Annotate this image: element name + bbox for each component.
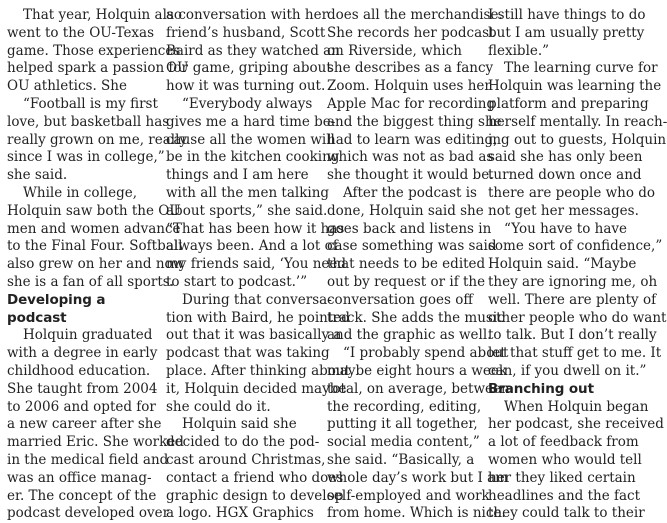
article-column-2 — [166, 7, 351, 523]
text-line: She taught from 2004 — [7, 380, 158, 397]
text-line: She records her podcast — [327, 24, 495, 41]
text-line: done, Holquin said she — [327, 202, 484, 219]
text-line: that needs to be edited — [327, 256, 486, 273]
heading-line: Developing a — [7, 291, 106, 308]
text-line: had to learn was editing, — [327, 131, 498, 148]
text-line: with all the men talking — [166, 184, 330, 201]
text-line: a logo. HGX Graphics — [166, 505, 314, 522]
text-line: ing out to guests, Holquin — [488, 131, 667, 148]
text-line: from home. Which is nice. — [327, 505, 506, 522]
paragraph — [327, 184, 505, 345]
text-line: also grew on her and now — [7, 256, 185, 273]
text-line: how it was turning out. — [166, 78, 326, 95]
article-column-4 — [488, 7, 667, 523]
text-line: social media content,” — [327, 434, 480, 451]
text-line: track. She adds the music — [327, 309, 505, 326]
text-line: to the Final Four. Softball — [7, 238, 183, 255]
section-heading — [488, 381, 634, 399]
text-line: other people who do want — [488, 309, 667, 326]
text-line: said she has only been — [488, 149, 643, 166]
text-line: graphic design to develop — [166, 487, 344, 504]
text-line: with a degree in early — [7, 345, 158, 362]
paragraph — [488, 220, 667, 381]
text-line: not get her messages. — [488, 202, 639, 219]
text-line: went to the OU-Texas — [7, 24, 155, 41]
text-line: herself mentally. In reach- — [488, 113, 667, 130]
text-line: to 2006 and opted for — [7, 398, 156, 415]
text-line: decided to do the pod- — [166, 434, 320, 451]
text-line: I still have things to do — [488, 7, 646, 23]
text-line: my friends said, ‘You need — [166, 256, 347, 273]
paragraph — [7, 7, 189, 96]
text-line: Holquin said. “Maybe — [488, 256, 637, 273]
text-line: “Football is my first — [23, 95, 158, 112]
text-line: there are people who do — [488, 184, 656, 201]
paragraph-continued — [327, 7, 503, 185]
text-line: well. There are plenty of — [488, 291, 657, 308]
text-line: whole day’s work but I am — [327, 469, 508, 486]
text-line: helped spark a passion for — [7, 60, 189, 77]
text-line: Zoom. Holquin uses her — [327, 78, 491, 95]
paragraph — [488, 398, 664, 523]
text-line: really grown on me, really — [7, 131, 188, 148]
text-line: she describes as a fancy — [327, 60, 494, 77]
text-line: platform and preparing — [488, 95, 649, 112]
text-line: OU game, griping about — [166, 60, 332, 77]
text-line: cause all the women will — [166, 131, 335, 148]
text-line: married Eric. She worked — [7, 434, 184, 451]
text-line: does all the merchandise. — [327, 7, 503, 23]
text-line: game. Those experiences — [7, 42, 181, 59]
paragraph — [327, 345, 510, 523]
text-line: cast around Christmas, — [166, 451, 326, 468]
paragraph — [166, 291, 351, 417]
paragraph-continued — [166, 7, 340, 96]
text-line: flexible.” — [488, 42, 550, 59]
text-line: putting it all together, — [327, 416, 478, 433]
text-line: contact a friend who does — [166, 469, 344, 486]
text-line: to talk. But I don’t really — [488, 327, 657, 344]
text-line: to start to podcast.’” — [166, 273, 308, 290]
text-line: “That has been how it has — [166, 220, 345, 237]
text-line: podcast developed over — [7, 505, 170, 522]
text-line: some sort of confidence,” — [488, 238, 663, 255]
section-heading — [7, 292, 159, 328]
heading-line: podcast — [7, 309, 67, 326]
text-line: self-employed and work — [327, 487, 490, 504]
text-line: she said. — [7, 167, 68, 184]
text-line: the recording, editing, — [327, 398, 482, 415]
text-line: conversation goes off — [327, 291, 473, 308]
text-line: OU athletics. She — [7, 78, 127, 95]
text-line: on Riverside, which — [327, 42, 462, 59]
text-line: women who would tell — [488, 451, 642, 468]
heading-line: Branching out — [488, 380, 594, 397]
text-line: Holquin graduated — [23, 327, 153, 344]
text-line: Holquin saw both the OU — [7, 202, 181, 219]
text-line: friend’s husband, Scott — [166, 24, 326, 41]
paragraph-continued — [488, 7, 646, 60]
text-line: When Holquin began — [504, 398, 649, 415]
text-line: a lot of feedback from — [488, 434, 639, 451]
text-line: they could talk to their — [488, 505, 645, 522]
text-line: “I probably spend about — [343, 345, 509, 362]
text-line: it, Holquin decided maybe — [166, 380, 347, 397]
text-line: tion with Baird, he pointed — [166, 309, 350, 326]
text-line: be in the kitchen cooking — [166, 149, 340, 166]
text-line: her they liked certain — [488, 469, 636, 486]
text-line: a new career after she — [7, 416, 162, 433]
text-line: total, on average, between — [327, 380, 510, 397]
text-line: a conversation with her — [166, 7, 329, 23]
paragraph — [488, 60, 667, 220]
paragraph — [7, 327, 184, 523]
text-line: things and I am here — [166, 167, 309, 184]
paragraph — [7, 95, 188, 185]
text-line: Holquin said she — [182, 416, 297, 433]
text-line: can, if you dwell on it.” — [488, 362, 647, 379]
text-line: childhood education. — [7, 362, 151, 379]
text-line: Holquin was learning the — [488, 78, 662, 95]
text-line: place. After thinking about — [166, 362, 351, 379]
text-line: While in college, — [23, 184, 138, 201]
text-line: she is a fan of all sports. — [7, 273, 174, 290]
text-line: let that stuff get to me. It — [488, 345, 662, 362]
text-line: Apple Mac for recording — [327, 95, 496, 112]
text-line: er. The concept of the — [7, 487, 157, 504]
text-line: That year, Holquin also — [23, 7, 182, 23]
text-line: gives me a hard time be- — [166, 113, 336, 130]
paragraph — [7, 184, 185, 292]
text-line: but I am usually pretty — [488, 24, 645, 41]
text-line: always been. And a lot of — [166, 238, 338, 255]
text-line: out by request or if the — [327, 273, 486, 290]
text-line: out that it was basically a — [166, 327, 342, 344]
text-line: love, but basketball has — [7, 113, 170, 130]
text-line: since I was in college,” — [7, 149, 165, 166]
text-line: and the graphic as well. — [327, 327, 492, 344]
text-line: The learning curve for — [504, 60, 658, 77]
text-line: “You have to have — [504, 220, 627, 237]
text-line: was an office manag- — [7, 469, 152, 486]
article-column-3 — [327, 7, 510, 523]
text-line: turned down once and — [488, 167, 642, 184]
text-line: she could do it. — [166, 398, 271, 415]
text-line: she thought it would be. — [327, 167, 494, 184]
text-line: case something was said — [327, 238, 497, 255]
text-line: maybe eight hours a week — [327, 362, 508, 379]
text-line: they are ignoring me, oh — [488, 273, 658, 290]
text-line: and the biggest thing she — [327, 113, 502, 130]
text-line: she said. “Basically, a — [327, 451, 475, 468]
text-line: headlines and the fact — [488, 487, 641, 504]
text-line: During that conversa- — [182, 291, 332, 308]
text-line: After the podcast is — [343, 184, 477, 201]
article-column-1 — [7, 7, 189, 523]
text-line: goes back and listens in — [327, 220, 492, 237]
paragraph — [166, 416, 344, 523]
text-line: Baird as they watched an — [166, 42, 340, 59]
paragraph — [166, 95, 347, 292]
text-line: which was not as bad as — [327, 149, 494, 166]
text-line: podcast that was taking — [166, 345, 330, 362]
text-line: in the medical field and — [7, 451, 169, 468]
text-line: men and women advance — [7, 220, 181, 237]
text-line: “Everybody always — [182, 95, 313, 112]
text-line: about sports,” she said. — [166, 202, 328, 219]
text-line: her podcast, she received — [488, 416, 664, 433]
